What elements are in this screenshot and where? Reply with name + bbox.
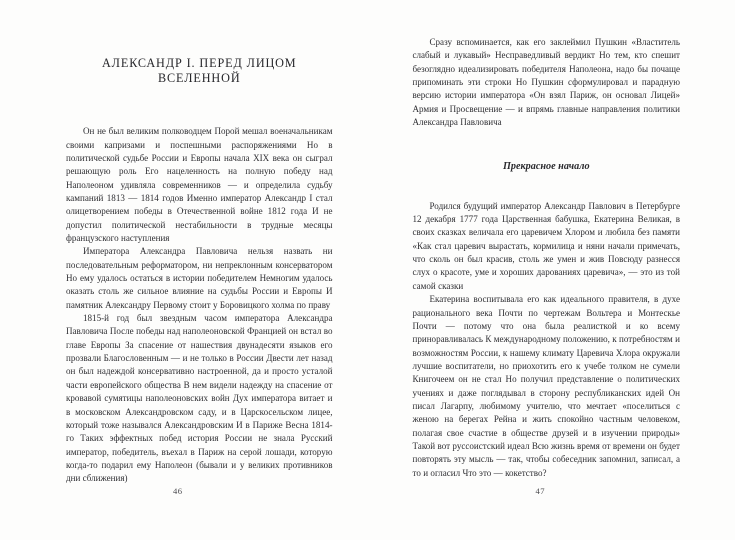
paragraph: Сразу вспоминается, как его заклеймил Пушкин «Властитель слабый и лукавый» Несправедливый вердикт Но тем, кто спешит безоглядно идеализировать победителя Наполеона, надо бы почаще припоминать эти строки Но Пушкин сформулировал и парадную версию истории императора «Он взял Париж, он основал Лицей» Армия и Просвещение — и впрямь главные направления политики Александра Павловича bbox=[412, 37, 680, 128]
paragraph: Родился будущий император Александр Павлович в Петербурге 12 декабря 1777 года Царственная бабушка, Екатерина Великая, в своих сказках величала его царевичем Хлором и любила без памяти «Как стал царевич вырастать, кормилица и няни начали примечать, что сколь он был красив, столь же умен и жив Повсюду разнесся слух о красоте, уме и хороших дарованиях царевича», — это из той самой сказки bbox=[412, 200, 680, 291]
title-spacer bbox=[66, 85, 333, 125]
right-page-body-bottom bbox=[413, 200, 681, 480]
paragraph: Он не был великим полководцем Порой мешал военачальникам своими капризами и поспешными распоряжениями Но в политической судьбе России и Европы начала XIX века он сыграл решающую роль Его нацеленность на полную победу над Наполеоном удивляла современников — и определила судьбу кампаний 1813 — 1814 годов Именно император Александр I стал олицетворением победы в Отечественной войне 1812 года И не допустил политической нестабильности в трудные месяцы французского наступления bbox=[66, 126, 333, 244]
paragraph: 1815-й год был звездным часом императора Александра Павловича После победы над наполеоновской Францией он встал во главе Европы За спасение от нашествия двунадесяти языков его прозвали Благословенным — и не только в России Двести лет назад он был надеждой консервативно настроенной, да и просто усталой части европейского общества В нем видели надежду на спасение от кровавой сумятицы наполеоновских войн Дух императора витает и в московском Александровском саду, и в Царскосельском лицее, который тоже назывался Александровским И в Париже Весна 1814-го Таких эффектных побед история России не знала Русский император, победитель, въехал в Париж на серой лошади, которую когда-то подарил ему Наполеон (бывали и у великих противников дни сближения) bbox=[66, 313, 333, 484]
left-page-body bbox=[66, 125, 333, 485]
page-title: АЛЕКСАНДР I. ПЕРЕД ЛИЦОМ ВСЕЛЕННОЙ bbox=[101, 56, 297, 85]
page-number: 47 bbox=[535, 486, 545, 496]
section-subheading: Прекрасное начало bbox=[502, 161, 590, 173]
right-top-spacer bbox=[413, 0, 681, 36]
right-page bbox=[368, 0, 735, 540]
paragraph: Екатерина воспитывала его как идеального правителя, в духе рационального века Почти по чертежам Вольтера и Монтескье Почти — потому что она была реалисткой и ко всему приноравливалась К международному положению, к потребностям и возможностям России, к нашему климату Царевича Хлора окружали лучшие воспитатели, но приохотить его к учебе толком не сумели Книгочеем он не стал Но получил представление о политических учениях и даже поглядывал в сторону республиканских идей Он писал Лагарпу, любимому учителю, что мечтает «поселиться с женою на берегах Рейна и жить спокойно частным человеком, полагая свое счастие в обществе друзей и в изучении природы» Такой вот руссоистский идеал Всю жизнь время от времени он будет повторять эту мысль — так, чтобы собеседник запомнил, записал, а то и огласил Что это — кокетство? bbox=[412, 294, 680, 478]
paragraph: Императора Александра Павловича нельзя назвать ни последовательным реформатором, ни непреклонным консерватором Но ему удалось остаться в истории победителем Немногим удалось оказать столь же сильное влияние на судьбы России и Европы И памятник Александру Первому стоит у Боровицкого холма по праву bbox=[66, 246, 333, 310]
page-number: 46 bbox=[173, 486, 183, 496]
right-page-body-top bbox=[413, 36, 681, 129]
